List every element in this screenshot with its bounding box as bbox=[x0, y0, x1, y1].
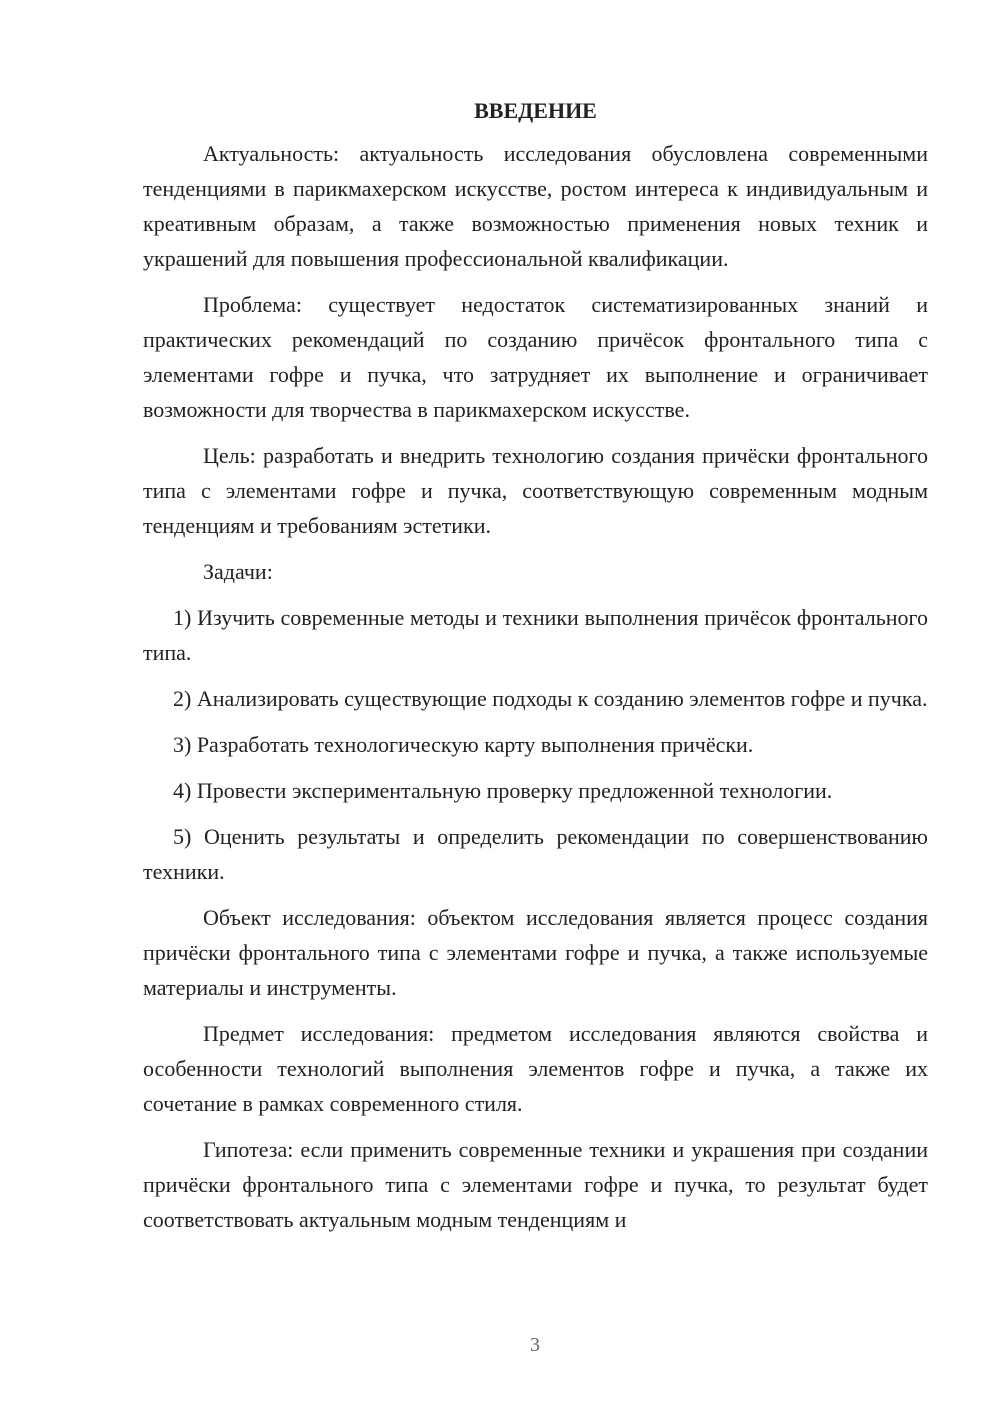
page-number: 3 bbox=[530, 1334, 540, 1356]
paragraph-object: Объект исследования: объектом исследования является процесс создания причёски фронтального типа с элементами гофре и пучка, а также используемые материалы и инструменты. bbox=[143, 905, 928, 1000]
task-item-1: 1) Изучить современные методы и техники выполнения причёсок фронтального типа. bbox=[143, 605, 928, 665]
paragraph-relevance: Актуальность: актуальность исследования обусловлена современными тенденциями в парикмахерском искусстве, ростом интереса к индивидуальным и креативным образам, а также возможностью применения новых техник и украшений для повышения профессиональной квалификации. bbox=[143, 141, 928, 271]
task-item-4: 4) Провести экспериментальную проверку предложенной технологии. bbox=[173, 778, 833, 803]
paragraph-problem: Проблема: существует недостаток систематизированных знаний и практических рекомендаций по созданию причёсок фронтального типа с элементами гофре и пучка, что затрудняет их выполнение и ограничивает возможности для творчества в парикмахерском искусстве. bbox=[143, 292, 928, 422]
paragraph-tasks-heading: Задачи: bbox=[203, 559, 273, 584]
paragraph-goal: Цель: разработать и внедрить технологию создания причёски фронтального типа с элементами гофре и пучка, соответствующую современным модным тенденциям и требованиям эстетики. bbox=[143, 443, 928, 538]
task-item-3: 3) Разработать технологическую карту выполнения причёски. bbox=[173, 732, 754, 757]
paragraph-subject: Предмет исследования: предметом исследования являются свойства и особенности технологий выполнения элементов гофре и пучка, а также их сочетание в рамках современного стиля. bbox=[143, 1021, 928, 1116]
paragraph-hypothesis: Гипотеза: если применить современные техники и украшения при создании причёски фронтального типа с элементами гофре и пучка, то результат будет соответствовать актуальным модным тенденциям и bbox=[143, 1137, 928, 1232]
task-item-2: 2) Анализировать существующие подходы к созданию элементов гофре и пучка. bbox=[173, 686, 928, 711]
page-content bbox=[143, 93, 928, 1248]
task-item-5: 5) Оценить результаты и определить рекомендации по совершенствованию техники. bbox=[143, 824, 928, 884]
section-title: ВВЕДЕНИЕ bbox=[474, 98, 597, 123]
